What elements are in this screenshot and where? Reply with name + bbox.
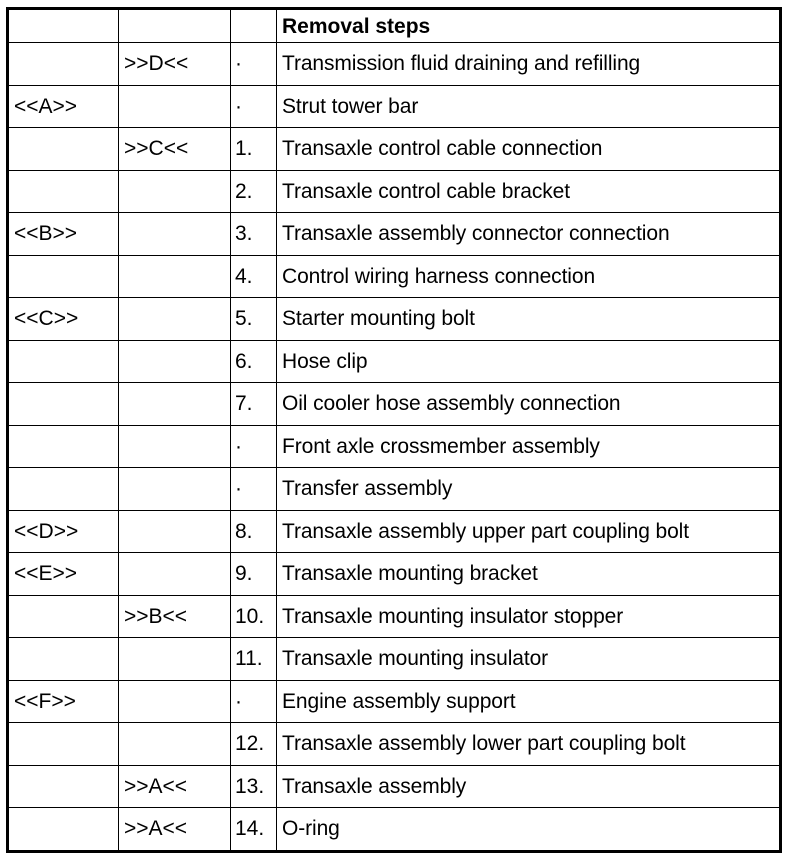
removal-mark-cell	[119, 680, 231, 723]
step-number-cell: 11.	[231, 638, 277, 681]
step-number-cell: 4.	[231, 255, 277, 298]
table-row	[8, 425, 781, 468]
step-description-cell: Transaxle mounting insulator	[277, 638, 781, 681]
step-description-cell: Transfer assembly	[277, 468, 781, 511]
step-number-cell: 8.	[231, 510, 277, 553]
table-row	[8, 43, 781, 86]
removal-mark-cell	[119, 298, 231, 341]
step-description-cell: Transaxle control cable bracket	[277, 170, 781, 213]
removal-mark-cell	[119, 553, 231, 596]
step-number-cell: ·	[231, 43, 277, 86]
table-row	[8, 170, 781, 213]
install-mark-cell: <<F>>	[8, 680, 119, 723]
table-header-row	[8, 9, 781, 43]
removal-mark-cell	[119, 340, 231, 383]
install-mark-cell	[8, 723, 119, 766]
table-row	[8, 213, 781, 256]
step-description-cell: Transaxle assembly lower part coupling bolt	[277, 723, 781, 766]
step-description-cell: Front axle crossmember assembly	[277, 425, 781, 468]
step-description-cell: Transaxle assembly	[277, 765, 781, 808]
install-mark-cell	[8, 765, 119, 808]
step-description-cell: Hose clip	[277, 340, 781, 383]
step-number-cell: ·	[231, 85, 277, 128]
removal-mark-cell: >>C<<	[119, 128, 231, 171]
install-mark-cell	[8, 595, 119, 638]
step-number-cell: 12.	[231, 723, 277, 766]
install-mark-cell: <<D>>	[8, 510, 119, 553]
install-mark-cell	[8, 170, 119, 213]
step-number-cell: ·	[231, 680, 277, 723]
step-description-cell: Transaxle mounting bracket	[277, 553, 781, 596]
install-mark-cell	[8, 340, 119, 383]
step-description-cell: Starter mounting bolt	[277, 298, 781, 341]
table-row	[8, 723, 781, 766]
step-number-cell: 14.	[231, 808, 277, 852]
step-description-cell: Transaxle assembly upper part coupling bolt	[277, 510, 781, 553]
step-number-cell: 1.	[231, 128, 277, 171]
removal-mark-cell	[119, 170, 231, 213]
removal-mark-cell	[119, 85, 231, 128]
table-row	[8, 638, 781, 681]
step-description-cell: Control wiring harness connection	[277, 255, 781, 298]
header-cell-install-mark	[8, 9, 119, 43]
install-mark-cell	[8, 808, 119, 852]
install-mark-cell	[8, 468, 119, 511]
removal-mark-cell	[119, 638, 231, 681]
step-description-cell: Strut tower bar	[277, 85, 781, 128]
table-body	[8, 9, 781, 852]
install-mark-cell	[8, 383, 119, 426]
removal-mark-cell: >>B<<	[119, 595, 231, 638]
install-mark-cell: <<E>>	[8, 553, 119, 596]
install-mark-cell	[8, 128, 119, 171]
install-mark-cell	[8, 425, 119, 468]
removal-mark-cell	[119, 383, 231, 426]
step-number-cell: ·	[231, 468, 277, 511]
step-description-cell: Transaxle control cable connection	[277, 128, 781, 171]
table-row	[8, 340, 781, 383]
step-number-cell: ·	[231, 425, 277, 468]
table-row	[8, 553, 781, 596]
step-number-cell: 6.	[231, 340, 277, 383]
install-mark-cell	[8, 638, 119, 681]
table-row	[8, 255, 781, 298]
install-mark-cell	[8, 43, 119, 86]
install-mark-cell: <<A>>	[8, 85, 119, 128]
table-row	[8, 680, 781, 723]
removal-mark-cell	[119, 213, 231, 256]
step-number-cell: 9.	[231, 553, 277, 596]
header-title: Removal steps	[277, 9, 781, 43]
step-description-cell: Engine assembly support	[277, 680, 781, 723]
table-row	[8, 510, 781, 553]
step-number-cell: 5.	[231, 298, 277, 341]
removal-mark-cell: >>A<<	[119, 765, 231, 808]
removal-mark-cell	[119, 510, 231, 553]
step-number-cell: 10.	[231, 595, 277, 638]
removal-steps-table	[6, 7, 782, 853]
step-description-cell: O-ring	[277, 808, 781, 852]
table-row	[8, 808, 781, 852]
removal-mark-cell	[119, 255, 231, 298]
install-mark-cell: <<C>>	[8, 298, 119, 341]
install-mark-cell	[8, 255, 119, 298]
table-row	[8, 85, 781, 128]
table-row	[8, 383, 781, 426]
removal-mark-cell: >>A<<	[119, 808, 231, 852]
table-row	[8, 765, 781, 808]
step-number-cell: 3.	[231, 213, 277, 256]
header-cell-removal-mark	[119, 9, 231, 43]
install-mark-cell: <<B>>	[8, 213, 119, 256]
table-row	[8, 468, 781, 511]
step-description-cell: Transmission fluid draining and refilling	[277, 43, 781, 86]
removal-mark-cell	[119, 468, 231, 511]
table-row	[8, 128, 781, 171]
removal-mark-cell	[119, 425, 231, 468]
header-cell-number	[231, 9, 277, 43]
step-number-cell: 13.	[231, 765, 277, 808]
step-description-cell: Transaxle mounting insulator stopper	[277, 595, 781, 638]
step-number-cell: 7.	[231, 383, 277, 426]
table-row	[8, 595, 781, 638]
removal-mark-cell: >>D<<	[119, 43, 231, 86]
step-description-cell: Oil cooler hose assembly connection	[277, 383, 781, 426]
step-description-cell: Transaxle assembly connector connection	[277, 213, 781, 256]
step-number-cell: 2.	[231, 170, 277, 213]
removal-mark-cell	[119, 723, 231, 766]
table-row	[8, 298, 781, 341]
